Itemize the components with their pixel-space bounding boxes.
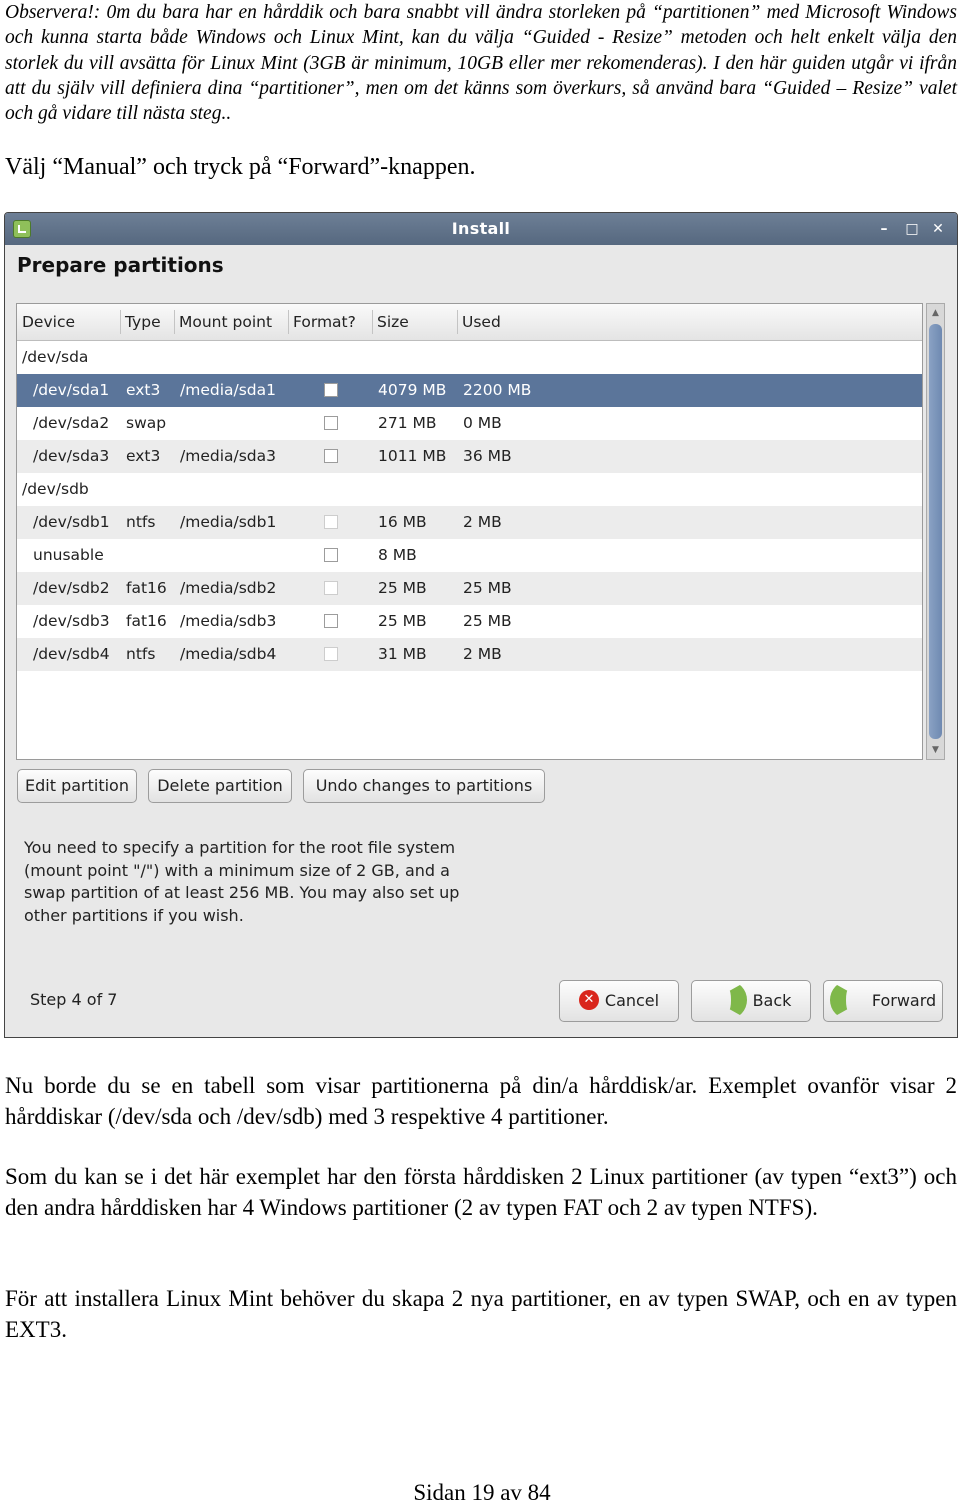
back-button[interactable]	[691, 980, 811, 1022]
maximize-icon[interactable]: □	[905, 221, 919, 237]
close-icon[interactable]: ✕	[932, 221, 944, 237]
undo-changes-button[interactable]: Undo changes to partitions	[303, 769, 545, 803]
device-cell: /dev/sda2	[33, 414, 110, 432]
type-cell: ntfs	[126, 645, 156, 663]
scroll-down-icon[interactable]: ▼	[932, 745, 939, 755]
cancel-label: Cancel	[604, 991, 660, 1010]
disk-row[interactable]	[17, 473, 922, 506]
size-cell: 16 MB	[378, 513, 427, 531]
type-cell: ext3	[126, 381, 161, 399]
page-footer: Sidan 19 av 84	[413, 1480, 551, 1505]
device-cell: /dev/sdb3	[33, 612, 110, 630]
table-row[interactable]	[17, 572, 922, 605]
instruction-text: Välj “Manual” och tryck på “Forward”-knappen.	[5, 154, 476, 180]
type-cell: ntfs	[126, 513, 156, 531]
used-cell: 36 MB	[463, 447, 512, 465]
table-scrollbar[interactable]	[926, 303, 945, 760]
arrow-left-icon	[711, 981, 747, 1019]
column-header-format[interactable]: Format?	[293, 313, 356, 331]
table-row[interactable]	[17, 605, 922, 638]
format-checkbox[interactable]	[324, 614, 338, 628]
cancel-button[interactable]	[559, 980, 679, 1022]
arrow-right-icon	[830, 981, 866, 1019]
column-header-used[interactable]: Used	[462, 313, 501, 331]
scroll-up-icon[interactable]: ▲	[932, 308, 939, 318]
type-cell: ext3	[126, 447, 161, 465]
scroll-thumb[interactable]	[929, 324, 942, 739]
used-cell: 2200 MB	[463, 381, 532, 399]
delete-partition-button[interactable]: Delete partition	[148, 769, 292, 803]
used-cell: 0 MB	[463, 414, 502, 432]
mount-point-cell: /media/sdb2	[180, 579, 277, 597]
device-cell: /dev/sdb1	[33, 513, 110, 531]
step-indicator: Step 4 of 7	[30, 990, 118, 1009]
table-row[interactable]	[17, 638, 922, 671]
table-row[interactable]	[17, 407, 922, 440]
minimize-icon[interactable]: –	[880, 221, 888, 237]
size-cell: 8 MB	[378, 546, 417, 564]
back-label: Back	[752, 991, 792, 1010]
table-row[interactable]	[17, 440, 922, 473]
column-header-size[interactable]: Size	[377, 313, 409, 331]
window-titlebar[interactable]	[5, 213, 957, 245]
window-title: Install	[451, 219, 511, 238]
format-checkbox[interactable]	[324, 449, 338, 463]
mount-point-cell: /media/sdb4	[180, 645, 277, 663]
format-checkbox[interactable]	[324, 581, 338, 595]
used-cell: 2 MB	[463, 645, 502, 663]
device-cell: /dev/sdb2	[33, 579, 110, 597]
format-checkbox[interactable]	[324, 515, 338, 529]
size-cell: 271 MB	[378, 414, 437, 432]
size-cell: 4079 MB	[378, 381, 447, 399]
device-cell: /dev/sdb4	[33, 645, 110, 663]
mount-point-cell: /media/sda1	[180, 381, 276, 399]
paragraph-1: Nu borde du se en tabell som visar partitionerna på din/a hårddisk/ar. Exemplet ovanför visar 2 hårddiskar (/dev/sda och /dev/sdb) med 3 respektive 4 partitioner.	[5, 1073, 957, 1129]
format-checkbox[interactable]	[324, 383, 338, 397]
used-cell: 25 MB	[463, 579, 512, 597]
install-window	[4, 212, 958, 1038]
forward-button[interactable]	[823, 980, 943, 1022]
size-cell: 31 MB	[378, 645, 427, 663]
type-cell: fat16	[126, 612, 167, 630]
edit-partition-button[interactable]: Edit partition	[17, 769, 137, 803]
mount-point-cell: /media/sda3	[180, 447, 276, 465]
format-checkbox[interactable]	[324, 647, 338, 661]
size-cell: 25 MB	[378, 579, 427, 597]
table-row[interactable]	[17, 539, 922, 572]
partition-table	[16, 303, 923, 760]
paragraph-2: Som du kan se i det här exemplet har den första hårddisken 2 Linux partitioner (av typen “ext3”) och den andra hårddisken har 4 Windows partitioner (2 av typen FAT och 2 av typen NTFS).	[5, 1164, 957, 1220]
table-row[interactable]	[17, 506, 922, 539]
device-cell: /dev/sdb	[22, 480, 89, 498]
size-cell: 1011 MB	[378, 447, 447, 465]
device-cell: unusable	[33, 546, 104, 564]
type-cell: fat16	[126, 579, 167, 597]
forward-label: Forward	[871, 991, 937, 1010]
device-cell: /dev/sda	[22, 348, 89, 366]
page-title: Prepare partitions	[17, 253, 224, 277]
disk-row[interactable]	[17, 341, 922, 374]
device-cell: /dev/sda3	[33, 447, 110, 465]
used-cell: 25 MB	[463, 612, 512, 630]
column-header-device[interactable]: Device	[22, 313, 76, 331]
size-cell: 25 MB	[378, 612, 427, 630]
device-cell: /dev/sda1	[33, 381, 110, 399]
column-header-type[interactable]: Type	[125, 313, 161, 331]
format-checkbox[interactable]	[324, 548, 338, 562]
intro-paragraph: Observera!: 0m du bara har en hårddik och bara snabbt vill ändra storleken på “partitionen” med Microsoft Windows och kunna starta både Windows och Linux Mint, kan du välja “Guided - Resize” metoden och helt enkelt välja den storlek du vill avsätta för Linux Mint (3GB är minimum, 10GB eller mer rekomenderas). I den här guiden utgår vi ifrån att du själv vill definiera dina “partitioner”, men om det känns som överkurs, så använd bara “Guided – Resize” valet och gå vidare till nästa steg..	[5, 2, 957, 125]
format-checkbox[interactable]	[324, 416, 338, 430]
used-cell: 2 MB	[463, 513, 502, 531]
cancel-icon: ✕	[579, 990, 599, 1010]
type-cell: swap	[126, 414, 167, 432]
info-text: You need to specify a partition for the root file system (mount point "/") with a minimum size of 2 GB, and a swap partition of at least 256 MB. You may also set up other partitions if you wish.	[24, 838, 460, 926]
column-header-mount-point[interactable]: Mount point	[179, 313, 273, 331]
paragraph-3: För att installera Linux Mint behöver du skapa 2 nya partitioner, en av typen SWAP, och en av typen EXT3.	[5, 1286, 957, 1342]
mount-point-cell: /media/sdb3	[180, 612, 277, 630]
table-row[interactable]	[17, 374, 922, 407]
table-header	[17, 304, 922, 341]
mount-point-cell: /media/sdb1	[180, 513, 277, 531]
